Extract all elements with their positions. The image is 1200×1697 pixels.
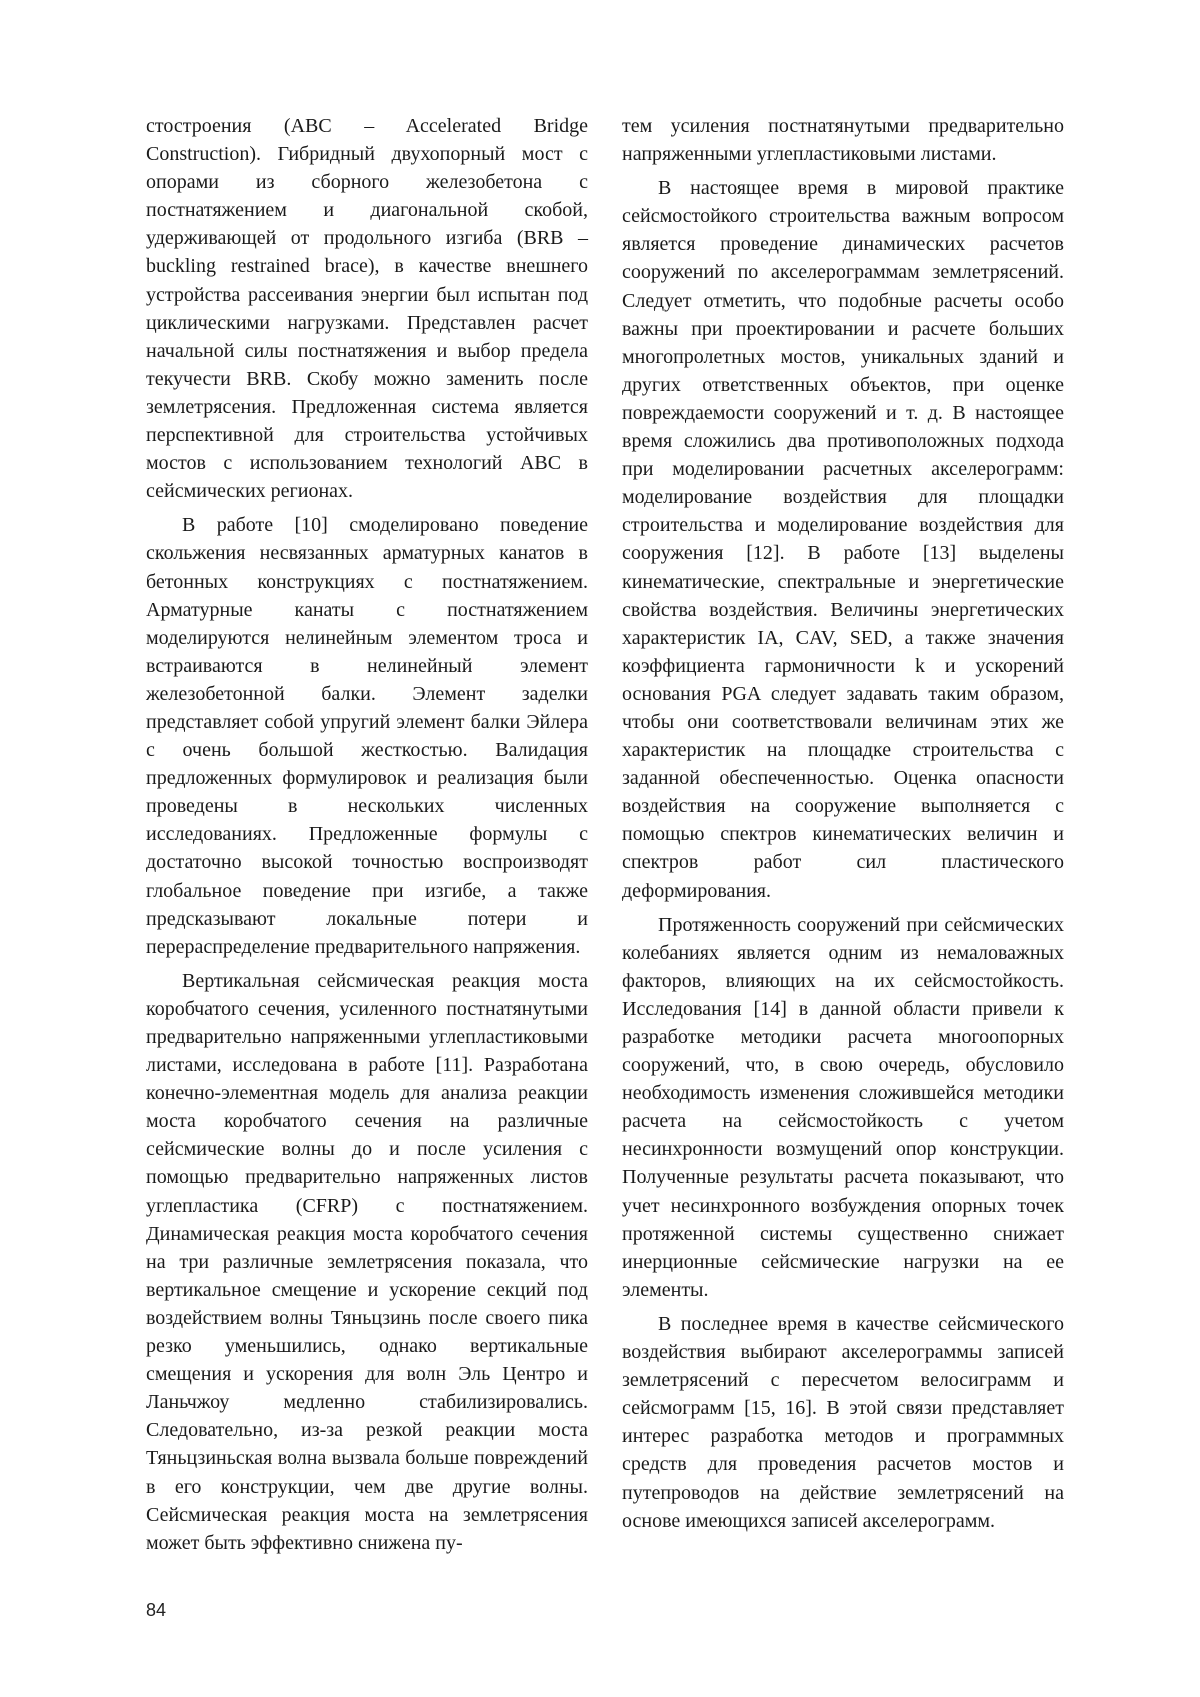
paragraph: стостроения (ABC – Accelerated Bridge Construction). Гибридный двухопорный мост с опорами из сборного железобетона с постнатяжением и диагональной скобой, удерживающей от продольного изгиба (BRB – buckling restrained brace), в качестве внешнего устройства рассеивания энергии был испытан под циклическими нагрузками. Представлен расчет начальной силы постнатяжения и выбор предела текучести BRB. Скобу можно заменить после землетрясения. Предложенная система является перспективной для строительства устойчивых мостов с использованием технологий ABC в сейсмических регионах.: [146, 115, 588, 503]
paragraph: В последнее время в качестве сейсмического воздействия выбирают акселерограммы записей землетрясений с пересчетом велосиграмм и сейсмограмм [15, 16]. В этой связи представляет интерес разработка методов и программных средств для проведения расчетов мостов и путепроводов на действие землетрясений на основе имеющихся записей акселерограмм.: [622, 1312, 1064, 1532]
right-text-column: [622, 112, 1064, 1541]
left-text-column: [146, 112, 588, 1563]
paragraph: В настоящее время в мировой практике сейсмостойкого строительства важным вопросом является проведение динамических расчетов сооружений по акселерограммам землетрясений. Следует отметить, что подобные расчеты особо важны при проектировании и расчете больших многопролетных мостов, уникальных зданий и других ответственных объектов, при оценке повреждаемости сооружений и т. д. В настоящее время сложились два противоположных подхода при моделировании расчетных акселерограмм: моделирование воздействия для площадки строительства и моделирование воздействия для сооружения [12]. В работе [13] выделены кинематические, спектральные и энергетические свойства воздействия. Величины энергетических характеристик IA, CAV, SED, а также значения коэффициента гармоничности k и ускорений основания PGA следует задавать таким образом, чтобы они соответствовали величинам этих же характеристик на площадке строительства с заданной обеспеченностью. Оценка опасности воздействия на сооружение выполняется с помощью спектров кинематических величин и спектров работ сил пластического деформирования.: [622, 177, 1064, 902]
paragraph: Протяженность сооружений при сейсмических колебаниях является одним из немаловажных факторов, влияющих на их сейсмостойкость. Исследования [14] в данной области привели к разработке методики расчета многоопорных сооружений, что, в свою очередь, обусловило необходимость изменения сложившейся методики расчета на сейсмостойкость с учетом несинхронности возмущений опор конструкции. Полученные результаты расчета показывают, что учет несинхронного возбуждения опорных точек протяженной системы существенно снижает инерционные сейсмические нагрузки на ее элементы.: [622, 913, 1064, 1301]
paragraph: тем усиления постнатянутыми предварительно напряженными углепластиковыми листами.: [622, 115, 1064, 166]
page-number: 84: [146, 1600, 167, 1620]
paragraph: В работе [10] смоделировано поведение скольжения несвязанных арматурных канатов в бетонных конструкциях с постнатяжением. Арматурные канаты с постнатяжением моделируются нелинейным элементом троса и встраиваются в нелинейный элемент железобетонной балки. Элемент заделки представляет собой упругий элемент балки Эйлера с очень большой жесткостью. Валидация предложенных формулировок и реализация были проведены в нескольких численных исследованиях. Предложенные формулы с достаточно высокой точностью воспроизводят глобальное поведение при изгибе, а также предсказывают локальные потери и перераспределение предварительного напряжения.: [146, 514, 588, 958]
paragraph: Вертикальная сейсмическая реакция моста коробчатого сечения, усиленного постнатянутыми предварительно напряженными углепластиковыми листами, исследована в работе [11]. Разработана конечно-элементная модель для анализа реакции моста коробчатого сечения на различные сейсмические волны до и после усиления с помощью предварительно напряженных листов углепластика (CFRP) с постнатяжением. Динамическая реакция моста коробчатого сечения на три различные землетрясения показала, что вертикальное смещение и ускорение секций под воздействием волны Тяньцзинь после своего пика резко уменьшились, однако вертикальные смещения и ускорения для волн Эль Центро и Ланьчжоу медленно стабилизировались. Следовательно, из-за резкой реакции моста Тяньцзиньская волна вызвала больше повреждений в его конструкции, чем две другие волны. Сейсмическая реакция моста на землетрясения может быть эффективно снижена пу-: [146, 969, 588, 1554]
